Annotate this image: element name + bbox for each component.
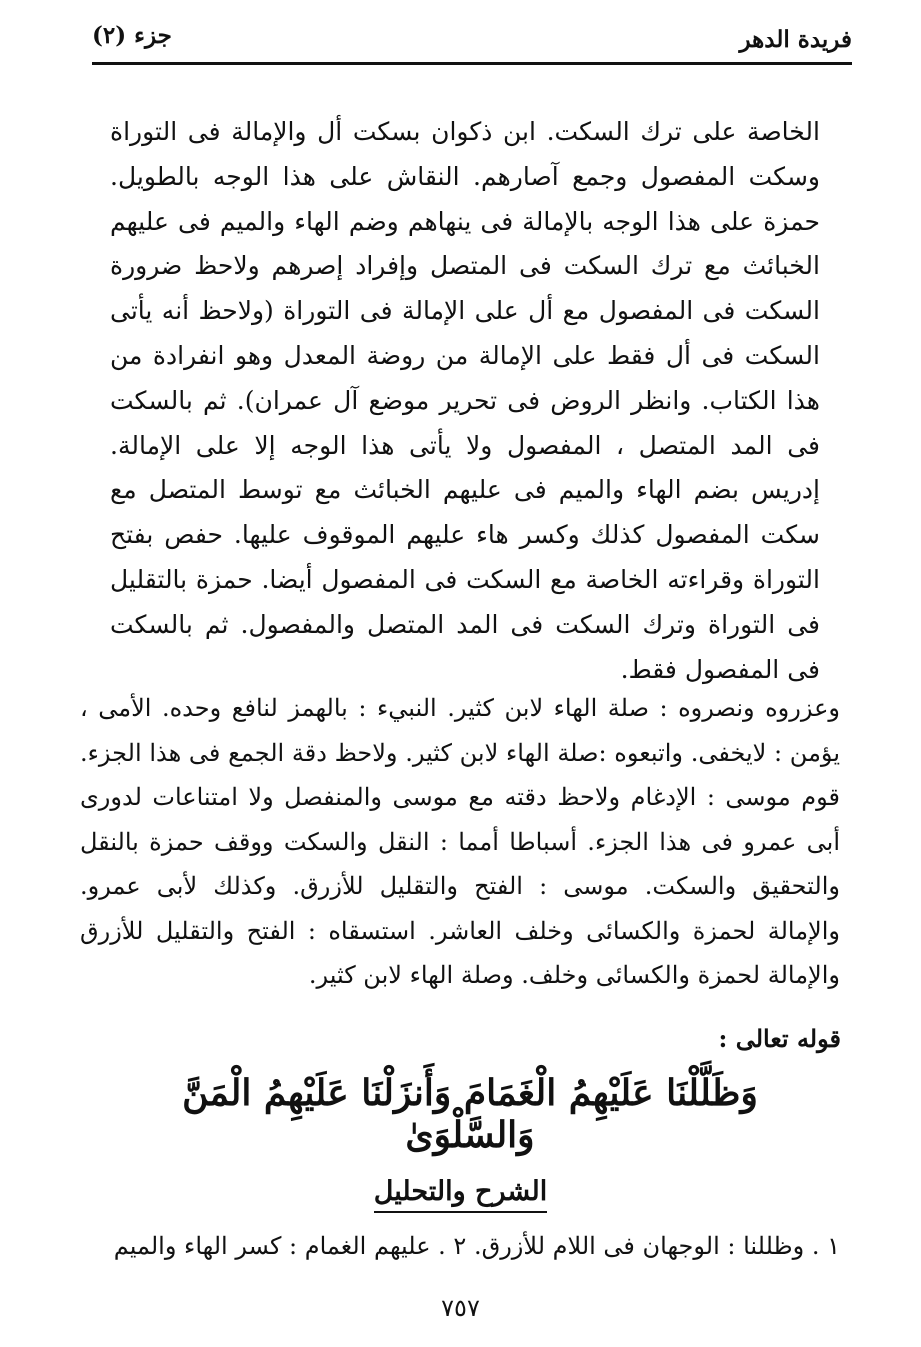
page-header <box>92 14 852 58</box>
quran-verse: وَظَلَّلْنَا عَلَيْهِمُ الْغَمَامَ وَأَنزَلْنَا عَلَيْهِمُ الْمَنَّ وَالسَّلْوَىٰ <box>182 1072 758 1156</box>
paragraph-2: وعزروه ونصروه : صلة الهاء لابن كثير. النبيء : بالهمز لنافع وحده. الأمى ، يؤمن : لايخفى. واتبعوه :صلة الهاء لابن كثير. ولاحظ دقة الجمع فى هذا الجزء. قوم موسى : الإدغام ولاحظ دقته مع موسى والمنفصل ولا امتناعات لدورى أبى عمرو فى هذا الجزء. أسباطا أمما : النقل والسكت ووقف حمزة بالنقل والتحقيق والسكت. موسى : الفتح والتقليل للأزرق. وكذلك لأبى عمرو. والإمالة لحمزة والكسائى وخلف العاشر. استسقاه : الفتح والتقليل للأزرق والإمالة لحمزة والكسائى وخلف. وصلة الهاء لابن كثير. <box>80 694 841 989</box>
verse-intro: قوله تعالى : <box>718 1024 841 1053</box>
page-number: ٧٥٧ <box>441 1294 480 1322</box>
book-title: فريدة الدهر <box>739 26 852 53</box>
paragraph-3: ١ . وظللنا : الوجهان فى اللام للأزرق. ٢ . عليهم الغمام : كسر الهاء والميم <box>113 1232 840 1260</box>
paragraph-1: الخاصة على ترك السكت. ابن ذكوان بسكت أل والإمالة فى التوراة وسكت المفصول وجمع آصارهم. النقاش على هذا الوجه بالطويل. حمزة على هذا الوجه بالإمالة فى ينهاهم وضم الهاء والميم فى عليهم الخبائث مع ترك السكت فى المتصل وإفراد إصرهم ولاحظ ضرورة السكت فى المفصول مع أل على الإمالة فى التوراة (ولاحظ أنه يأتى السكت فى أل فقط على الإمالة من روضة المعدل وهو انفرادة من هذا الكتاب. وانظر الروض فى تحرير موضع آل عمران). ثم بالسكت فى المد المتصل ، المفصول ولا يأتى هذا الوجه إلا على الإمالة. إدريس بضم الهاء والميم فى عليهم الخبائث مع توسط المتصل مع سكت المفصول كذلك وكسر هاء عليهم الموقوف عليها. حفص بفتح التوراة وقراءته الخاصة مع السكت فى المفصول أيضا. حمزة بالتقليل فى التوراة وترك السكت فى المد المتصل والمفصول. ثم بالسكت فى المفصول فقط. <box>110 117 820 684</box>
header-rule <box>92 62 852 65</box>
section-title-text: الشرح والتحليل <box>374 1176 547 1213</box>
part-label: جزء (٢) <box>92 22 172 49</box>
section-title <box>0 1176 921 1207</box>
